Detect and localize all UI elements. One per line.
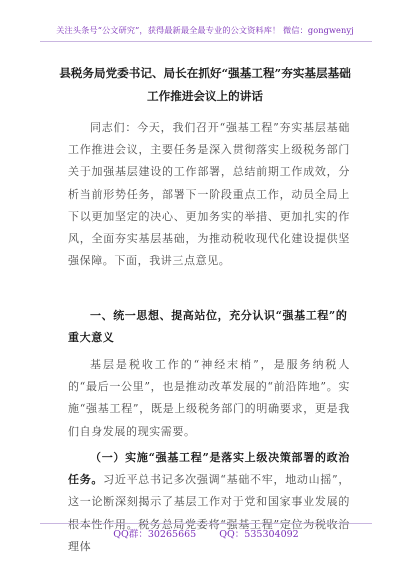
footer-divider — [40, 523, 372, 524]
subsection-1-heading: （一）实施“强基工程”是落实上级决策部署的政治任务。 — [68, 451, 350, 487]
footer — [40, 528, 372, 542]
header-divider — [40, 41, 372, 42]
section-1-paragraph: 基层是税收工作的“神经末梢”，是服务纳税人的“最后一公里”，也是推动改革发展的“前沿阵地”。实施“强基工程”，既是上级税务部门的明确要求，更是我们自身发展的现实需要。 — [68, 358, 350, 438]
header-banner: 关注头条号“公文研究”，获得最新最全最专业的公文资料库！ 微信：gongwenyj — [56, 25, 354, 35]
footer-qq-group: QQ群：30265665 — [113, 529, 197, 540]
intro-paragraph: 同志们：今天，我们召开“强基工程”夯实基层基础工作推进会议，主要任务是深入贯彻落实上级税务部门关于加强基层建设的工作部署，总结前期工作成效，分析当前形势任务，部署下一阶段重点工作，动员全局上下以更加坚定的决心、更加务实的举措、更加扎实的作风，全面夯实基层基础，为推动税收现代化建设提供坚强保障。下面，我讲三点意见。 — [68, 121, 350, 268]
document-title: 县税务局党委书记、局长在抓好“强基工程”夯实基层基础工作推进会议上的讲话 — [59, 66, 351, 103]
footer-qq: QQ：535304092 — [219, 529, 299, 540]
subsection-1-text: 习近平总书记多次强调“基础不牢，地动山摇”，这一论断深刻揭示了基层工作对于党和国家事业发展的根本性作用。税务总局党委将“强基工程”定位为税收治理体 — [68, 473, 350, 553]
section-1-heading: 一、统一思想、提高站位，充分认识“强基工程”的重大意义 — [68, 309, 348, 345]
